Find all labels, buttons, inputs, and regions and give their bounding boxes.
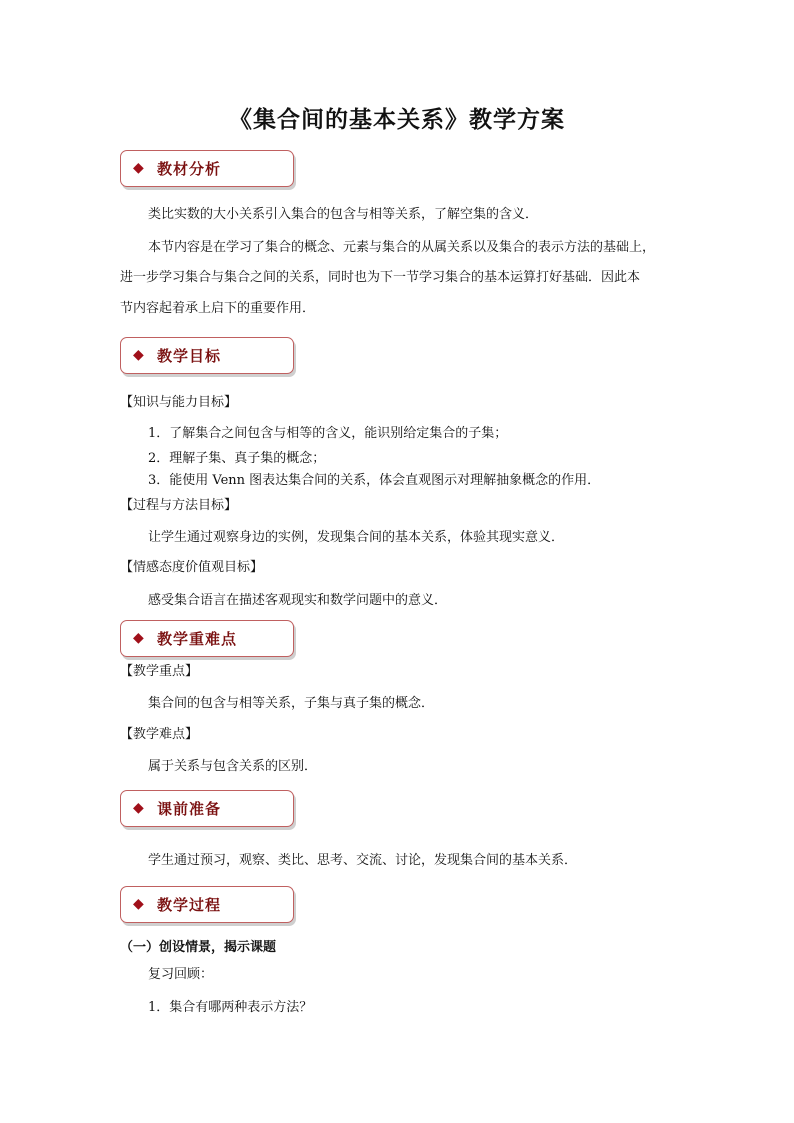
subheading: 【教学难点】 <box>120 727 199 742</box>
section-label: 教学过程 <box>157 896 222 914</box>
subheading: 【过程与方法目标】 <box>120 498 238 513</box>
paragraph: 学生通过预习，观察、类比、思考、交流、讨论，发现集合间的基本关系． <box>148 853 578 868</box>
list-item: 3．能使用 Venn 图表达集合间的关系，体会直观图示对理解抽象概念的作用． <box>148 473 601 488</box>
paragraph: 属于关系与包含关系的区别． <box>148 759 318 774</box>
list-item: 1．集合有哪两种表示方法？ <box>148 1000 313 1015</box>
section-header-analysis <box>120 150 294 187</box>
diamond-bullet-icon: ◆ <box>133 630 144 646</box>
subheading: 【情感态度价值观目标】 <box>120 560 264 575</box>
paragraph-line: 节内容起着承上启下的重要作用． <box>120 301 316 316</box>
diamond-bullet-icon: ◆ <box>133 896 144 912</box>
paragraph-line: 本节内容是在学习了集合的概念、元素与集合的从属关系以及集合的表示方法的基础上， <box>148 240 656 255</box>
section-label: 教学目标 <box>157 347 222 365</box>
diamond-bullet-icon: ◆ <box>133 160 144 176</box>
section-header-goals <box>120 337 294 374</box>
subheading: 【教学重点】 <box>120 664 199 679</box>
diamond-bullet-icon: ◆ <box>133 800 144 816</box>
section-header-prep <box>120 790 294 827</box>
paragraph: 感受集合语言在描述客观现实和数学问题中的意义． <box>148 593 448 608</box>
list-item: 1．了解集合之间包含与相等的含义，能识别给定集合的子集； <box>148 426 508 441</box>
paragraph-line: 进一步学习集合与集合之间的关系，同时也为下一节学习集合的基本运算打好基础．因此本 <box>120 270 641 285</box>
document-title: 《集合间的基本关系》教学方案 <box>229 107 565 133</box>
section-label: 课前准备 <box>157 800 222 818</box>
paragraph: 让学生通过观察身边的实例，发现集合间的基本关系，体验其现实意义． <box>148 530 565 545</box>
section-header-process <box>120 886 294 923</box>
section-label: 教材分析 <box>157 160 222 178</box>
section-header-keypoints <box>120 620 294 657</box>
step-heading: （一）创设情景，揭示课题 <box>120 940 277 955</box>
paragraph: 集合间的包含与相等关系，子集与真子集的概念． <box>148 696 435 711</box>
diamond-bullet-icon: ◆ <box>133 347 144 363</box>
section-label: 教学重难点 <box>157 630 238 648</box>
subheading: 【知识与能力目标】 <box>120 395 238 410</box>
paragraph: 类比实数的大小关系引入集合的包含与相等关系，了解空集的含义． <box>148 207 539 222</box>
paragraph: 复习回顾： <box>148 967 214 982</box>
list-item: 2．理解子集、真子集的概念； <box>148 451 326 466</box>
